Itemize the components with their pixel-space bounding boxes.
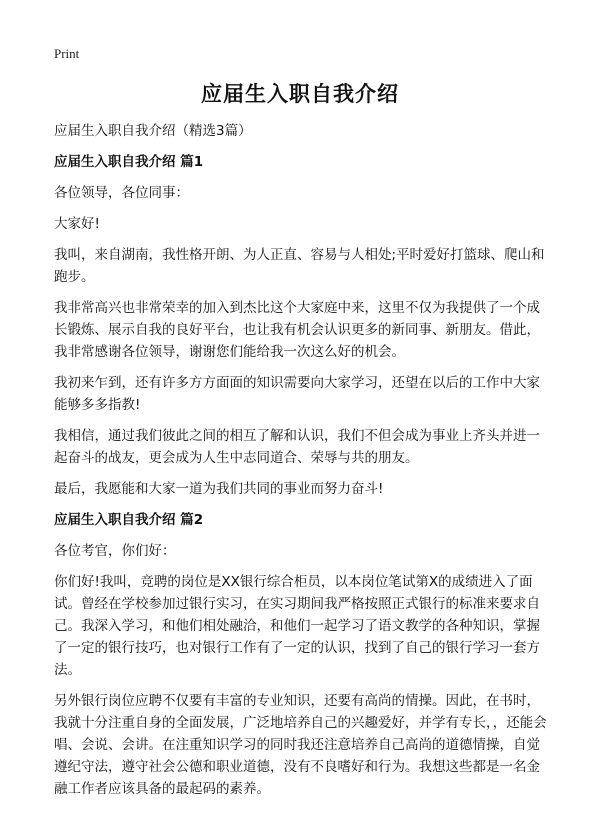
document-body [54, 120, 552, 809]
paragraph: 我非常高兴也非常荣幸的加入到杰比这个大家庭中来，这里不仅为我提供了一个成长锻炼、展示自我的良好平台，也让我有机会认识更多的新同事、新朋友。借此，我非常感谢各位领导，谢谢您们能给我一次这么好的机会。 [54, 300, 540, 360]
print-link[interactable]: Print [54, 46, 80, 61]
section-heading-1: 应届生入职自我介绍 篇1 [54, 154, 204, 170]
paragraph: 大家好! [54, 216, 100, 232]
section-heading-2: 应届生入职自我介绍 篇2 [54, 512, 204, 528]
paragraph: 另外银行岗位应聘不仅要有丰富的专业知识，还要有高尚的情操。因此，在书时，我就十分注重自身的全面发展，广泛地培养自己的兴趣爱好，并学有专长，，还能会唱、会说、会讲。在注重知识学习的同时我还注意培养自己高尚的道德情操，自觉遵纪守法，遵守社会公德和职业道德，没有不良嗜好和行为。我想这些都是一名金融工作者应该具备的最起码的素养。 [54, 693, 547, 797]
paragraph: 你们好!我叫，竞聘的岗位是XX银行综合柜员，以本岗位笔试第X的成绩进入了面试。曾经在学校参加过银行实习，在实习期间我严格按照正式银行的标准来要求自己。我深入学习，和他们相处融洽，和他们一起学习了语文教学的各种知识，掌握了一定的银行技巧，也对银行工作有了一定的认识，找到了自己的银行学习一套方法。 [54, 574, 540, 678]
paragraph: 我叫，来自湖南，我性格开朗、为人正直、容易与人相处;平时爱好打篮球、爬山和跑步。 [54, 247, 545, 285]
paragraph: 我初来乍到，还有许多方方面面的知识需要向大家学习，还望在以后的工作中大家能够多多指教! [54, 375, 540, 413]
page-title: 应届生入职自我介绍 [201, 82, 399, 106]
paragraph: 最后，我愿能和大家一道为我们共同的事业而努力奋斗! [54, 481, 384, 497]
paragraph: 我相信，通过我们彼此之间的相互了解和认识，我们不但会成为事业上齐头并进一起奋斗的战友，更会成为人生中志同道合、荣辱与共的朋友。 [54, 428, 540, 466]
document-subtitle: 应届生入职自我介绍（精选3篇） [54, 123, 252, 139]
paragraph: 各位考官，你们好： [54, 543, 176, 559]
paragraph: 各位领导，各位同事： [54, 185, 189, 201]
